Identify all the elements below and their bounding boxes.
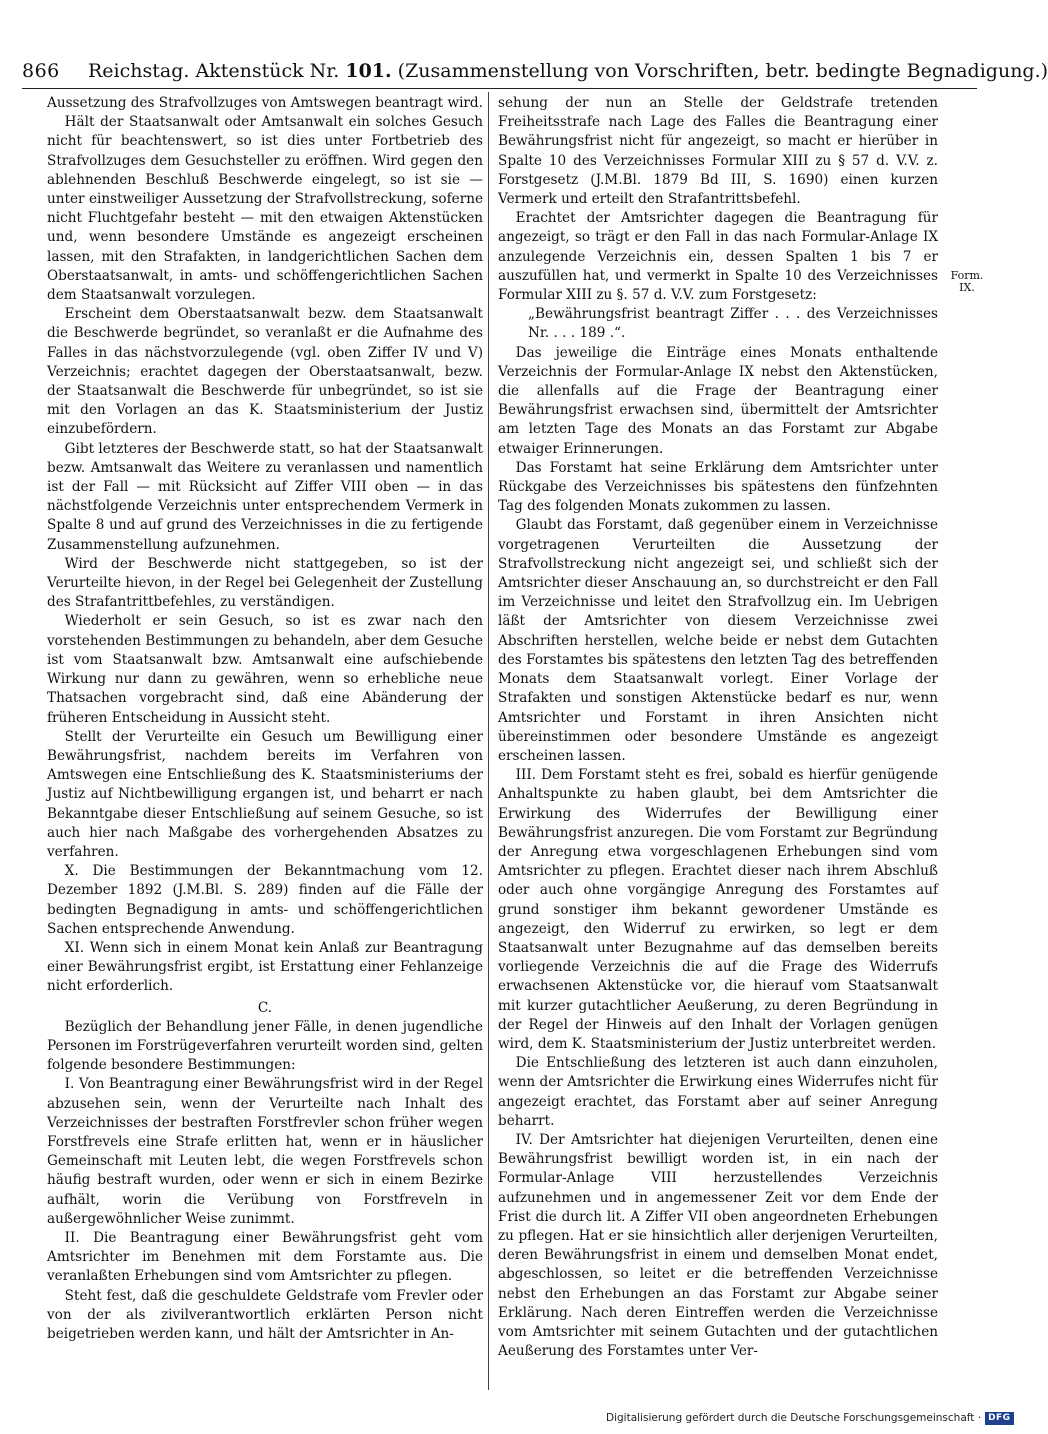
section-heading: C. xyxy=(257,999,273,1016)
paragraph: II. Die Beantragung einer Bewährungsfrist geht vom Amtsrichter im Benehmen mit dem Forstamte aus. Die veranlaßten Erhebungen sind vom Amtsrichter zu pflegen. xyxy=(47,1229,483,1285)
paragraph: sehung der nun an Stelle der Geldstrafe tretenden Freiheitsstrafe nach Lage des Falles die Beantragung einer Bewährungsfrist nicht für angezeigt, so macht er hierüber in Spalte 10 des Verzeichnisses Formular XIII zu § 57 d. V.V. z. Forstgesetz (J.M.Bl. 1879 Bd III, S. 1690) einen kurzen Vermerk und erteilt den Strafantrittsbefehl. xyxy=(498,95,938,208)
paragraph: IV. Der Amtsrichter hat diejenigen Verurteilten, denen eine Bewährungsfrist bewilligt worden ist, in ein nach der Formular-Anlage VIII herzustellendes Verzeichnis aufzunehmen und in angemessener Zeit vor dem Ende der Frist die durch lit. A Ziffer VII oben angeordneten Erhebungen zu pflegen. Hat er sie hinsichtlich aller derjenigen Verurteilten, deren Bewährungsfrist in einem und demselben Monat endet, abgeschlossen, so leitet er die betreffenden Verzeichnisse nebst den Erhebungen an das Forstamt zur Abgabe seiner Erklärung. Nach deren Eintreffen werden die Verzeichnisse vom Amtsrichter mit seinem Gutachten und der gutachtlichen Aeußerung des Forstamtes unter Ver- xyxy=(498,1131,938,1360)
margin-note-line: IX. xyxy=(959,281,975,294)
paragraph: Bezüglich der Behandlung jener Fälle, in denen jugendliche Personen im Forstrügeverfahren verurteilt worden sind, gelten folgende besondere Bestimmungen: xyxy=(47,1018,483,1074)
paragraph: Erscheint dem Oberstaatsanwalt bezw. dem Staatsanwalt die Beschwerde begründet, so veranlaßt er die Aufnahme des Falles in das nächstvorzulegende (vgl. oben Ziffer IV und V) Verzeichnis; erachtet dagegen der Oberstaatsanwalt, bezw. der Staatsanwalt die Beschwerde für unbegründet, so ist sie mit den Vorlagen an das K. Staatsministerium der Justiz einzubefördern. xyxy=(47,306,483,438)
paragraph: Erachtet der Amtsrichter dagegen die Beantragung für angezeigt, so trägt er den Fall in das nach Formular-Anlage IX anzulegende Verzeichnis ein, dessen Spalten 1 bis 7 er auszufüllen hat, und vermerkt in Spalte 10 des Verzeichnisses Formular XIII zu §. 57 d. V.V. zum Forstgesetz: xyxy=(498,210,938,304)
publication-name: Reichstag. xyxy=(88,60,190,82)
right-column xyxy=(498,94,938,1361)
paragraph: „Bewährungsfrist beantragt Ziffer . . . des Verzeichnisses Nr. . . . 189 .“. xyxy=(528,306,938,342)
paragraph: Das Forstamt hat seine Erklärung dem Amtsrichter unter Rückgabe des Verzeichnisses bis spätestens den fünfzehnten Tag des folgenden Monats zukommen zu lassen. xyxy=(498,459,938,515)
header-rule xyxy=(22,88,977,89)
document-subtitle: (Zusammenstellung von Vorschriften, betr. bedingte Begnadigung.) xyxy=(397,60,1048,82)
paragraph: Glaubt das Forstamt, daß gegenüber einem in Verzeichnisse vorgetragenen Verurteilten die Aussetzung der Strafvollstreckung nicht angezeigt sei, und schließt sich der Amtsrichter dieser Anschauung an, so durchstreicht er den Fall im Verzeichnisse und leitet den Strafvollzug ein. Im Uebrigen läßt der Amtsrichter von diesem Verzeichnisse zwei Abschriften herstellen, welche beide er nebst dem Gutachten des Forstamtes bis spätestens den letzten Tag des betreffenden Monats dem Staatsanwalt vorlegt. Einer Vorlage der Strafakten und sonstigen Aktenstücke bedarf es nur, wenn Amtsrichter und Forstamt in ihren Ansichten nicht übereinstimmen oder besondere Umstände es angezeigt erscheinen lassen. xyxy=(498,517,938,764)
paragraph: Wird der Beschwerde nicht stattgegeben, so ist der Verurteilte hievon, in der Regel bei Gelegenheit der Zustellung des Strafantrittbefehles, zu verständigen. xyxy=(47,555,483,611)
paragraph: Wiederholt er sein Gesuch, so ist es zwar nach den vorstehenden Bestimmungen zu behandeln, aber dem Gesuche ist vom Staatsanwalt bzw. Amtsanwalt eine aufschiebende Wirkung nur dann zu gewähren, wenn so erhebliche neue Thatsachen vorgebracht sind, daß eine Abänderung der früheren Entscheidung in Aussicht steht. xyxy=(47,613,483,726)
paragraph: Das jeweilige die Einträge eines Monats enthaltende Verzeichnis der Formular-Anlage IX nebst den Aktenstücken, die allenfalls auf die Frage der Beantragung einer Bewährungsfrist erwachsen sind, übermittelt der Amtsrichter am letzten Tage des Monats an das Forstamt zur Abgabe etwaiger Erinnerungen. xyxy=(498,344,938,457)
page-number: 866 xyxy=(22,60,60,82)
paragraph: XI. Wenn sich in einem Monat kein Anlaß zur Beantragung einer Bewährungsfrist ergibt, ist Erstattung einer Fehlanzeige nicht erforderlich. xyxy=(47,939,483,995)
paragraph: Aussetzung des Strafvollzuges von Amtswegen beantragt wird. xyxy=(47,95,483,111)
paragraph: Stellt der Verurteilte ein Gesuch um Bewilligung einer Bewährungsfrist, nachdem bereits im Verfahren von Amtswegen eine Entschließung des K. Staatsministeriums der Justiz auf Nichtbewilligung ergangen ist, und beharrt er nach Bekanntgabe dieser Entschließung auf seinem Gesuche, so ist auch hier nach Maßgabe des vorhergehenden Absatzes zu verfahren. xyxy=(47,728,483,860)
paragraph: Gibt letzteres der Beschwerde statt, so hat der Staatsanwalt bezw. Amtsanwalt das Weitere zu veranlassen und namentlich ist der Fall — mit Rücksicht auf Ziffer VIII oben — in das nächstfolgende Verzeichnis unter entsprechendem Vermerk in Spalte 8 und auf grund des Verzeichnisses in die zu fertigende Zusammenstellung aufzunehmen. xyxy=(47,440,483,553)
footer-text: Digitalisierung gefördert durch die Deutsche Forschungsgemeinschaft · xyxy=(606,1412,982,1424)
paragraph: X. Die Bestimmungen der Bekanntmachung vom 12. Dezember 1892 (J.M.Bl. S. 289) finden auf die Fälle der bedingten Begnadigung in amts- und schöffengerichtlichen Sachen entsprechende Anwendung. xyxy=(47,863,483,937)
paragraph: III. Dem Forstamt steht es frei, sobald es hierfür genügende Anhaltspunkte zu haben glaubt, bei dem Amtsrichter die Erwirkung des Widerrufes der Bewilligung einer Bewährungsfrist anzuregen. Die vom Forstamt zur Begründung der Anregung etwa vorgeschlagenen Erhebungen sind vom Amtsrichter zu pflegen. Erachtet dieser nach ihrem Abschluß oder auch ohne vorgängige Anregung des Forstamtes auf grund sonstiger ihm bekannt gewordener Umstände es angezeigt, den Widerruf zu erwirken, so legt er dem Staatsanwalt unter Bezugnahme auf das demselben bereits vorliegende Verzeichnis die auf die Frage des Widerrufs erwachsenen Aktenstücke vor, die hierauf vom Staatsanwalt mit kurzer gutachtlicher Aeußerung, zu deren Begründung in der Regel der Hinweis auf den Inhalt der Vorlagen genügen wird, dem K. Staatsministerium der Justiz unterbreitet werden. xyxy=(498,767,938,1052)
paragraph: Die Entschließung des letzteren ist auch dann einzuholen, wenn der Amtsrichter die Erwirkung eines Widerrufes nicht für angezeigt erachtet, das Forstamt aber auf seiner Anregung beharrt. xyxy=(498,1055,938,1129)
document-label: Aktenstück Nr. xyxy=(195,60,340,82)
dfg-logo-icon: DFG xyxy=(985,1412,1014,1425)
document-number: 101. xyxy=(345,60,392,82)
page-header xyxy=(22,58,1048,84)
digitization-footer xyxy=(606,1410,1011,1426)
left-column xyxy=(47,94,483,1344)
margin-note-line: Form. xyxy=(950,269,984,282)
paragraph: I. Von Beantragung einer Bewährungsfrist wird in der Regel abzusehen sein, wenn der Verurteilte nach Inhalt des Verzeichnisses der bestraften Forstfrevler schon früher wegen Forstfrevels eine Strafe erlitten hat, wenn er in häuslicher Gemeinschaft mit Leuten lebt, die wegen Forstfrevels schon häufig bestraft wurden, oder wenn er sich in einem Bezirke aufhält, worin die Verübung von Forstfreveln in außergewöhnlicher Weise zunimmt. xyxy=(47,1076,483,1227)
margin-note xyxy=(948,270,986,294)
paragraph: Steht fest, daß die geschuldete Geldstrafe vom Frevler oder von der als zivilverantwortlich erklärten Person nicht beigetrieben werden kann, und hält der Amtsrichter in An- xyxy=(47,1287,483,1342)
column-separator xyxy=(488,92,489,1390)
paragraph: Hält der Staatsanwalt oder Amtsanwalt ein solches Gesuch nicht für beachtenswert, so ist dies unter Fortbetrieb des Strafvollzuges dem Gesuchsteller zu eröffnen. Wird gegen den ablehnenden Beschluß Beschwerde eingelegt, so ist sie — unter einstweiliger Aussetzung der Strafvollstreckung, soferne nicht Fluchtgefahr besteht — mit den etwaigen Aktenstücken und, wenn besondere Umstände es angezeigt erscheinen lassen, mit den Strafakten, in landgerichtlichen Sachen dem Oberstaatsanwalt, in amts- und schöffengerichtlichen Sachen dem Staatsanwalt vorzulegen. xyxy=(47,114,483,304)
